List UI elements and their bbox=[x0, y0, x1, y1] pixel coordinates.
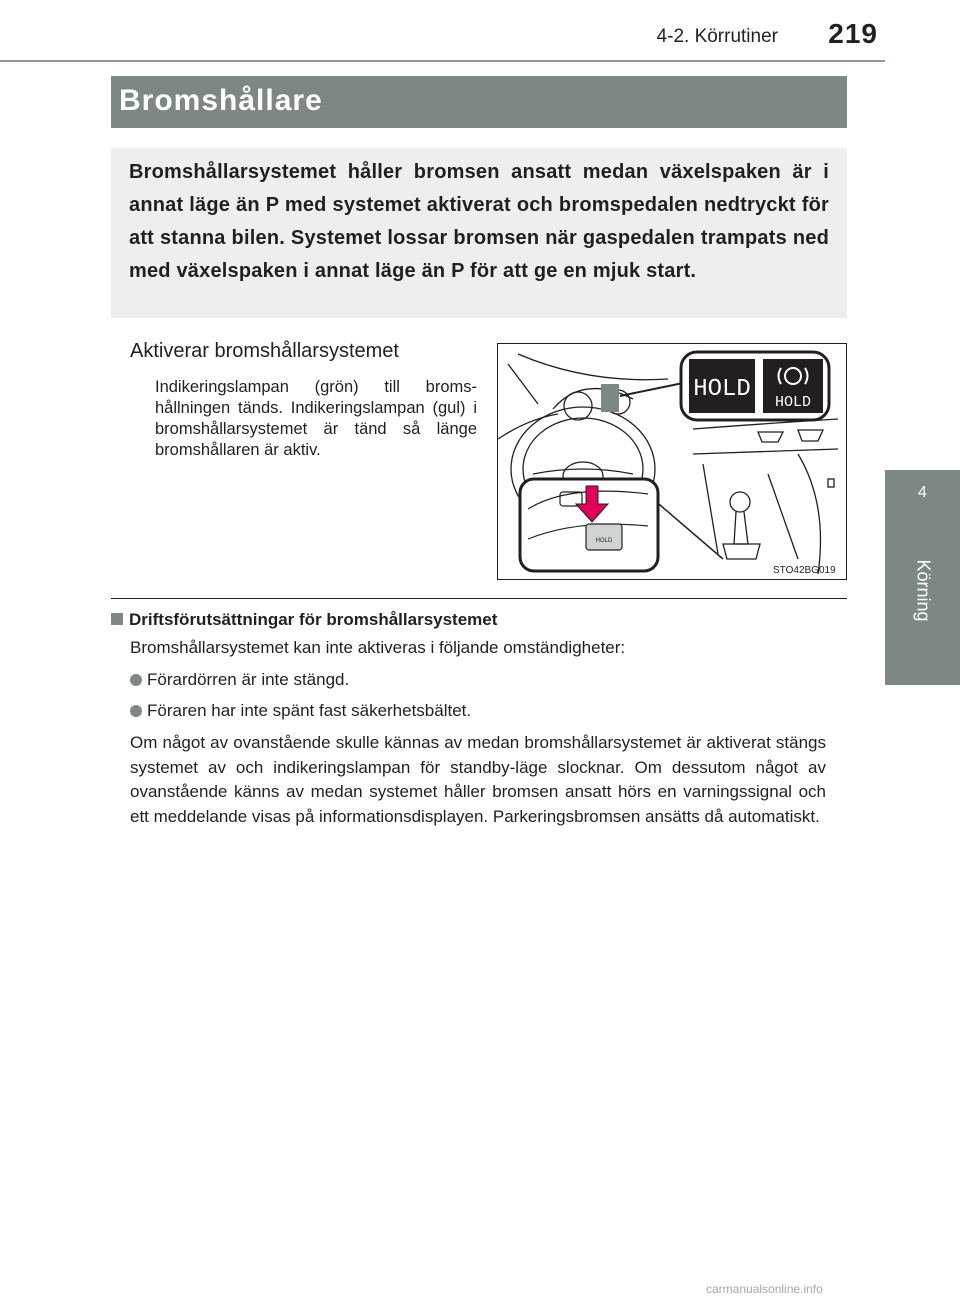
conditions-intro: Bromshållarsystemet kan inte aktiveras i följande omständigheter: bbox=[130, 638, 626, 657]
header-rule bbox=[0, 60, 885, 62]
conditions-heading-text: Driftsförutsättningar för bromshållarsystemet bbox=[129, 610, 498, 629]
gear-stem bbox=[734, 512, 748, 544]
step-heading: Aktiverar bromshållarsystemet bbox=[130, 340, 399, 362]
chapter-number: 4 bbox=[918, 484, 927, 501]
conditions-bullet-text: Föraren har inte spänt fast säkerhetsbältet. bbox=[147, 701, 472, 720]
chapter-side-tab bbox=[885, 470, 960, 685]
small-switch bbox=[828, 479, 834, 487]
round-bullet-icon bbox=[130, 674, 142, 686]
intro-box bbox=[111, 148, 847, 318]
dashboard-drawing bbox=[498, 344, 846, 579]
dash-lower-right bbox=[693, 449, 838, 454]
step-description: Indikeringslampan (grön) till bromshållningen tänds. Indikeringslampan (gul) i bromshållarsystemet är tänd så länge bromshållaren är aktiv. bbox=[155, 378, 477, 459]
vent-right bbox=[798, 430, 823, 441]
section-divider bbox=[111, 598, 847, 599]
cluster-hood bbox=[553, 389, 633, 409]
dash-top-line bbox=[518, 354, 668, 380]
header-section-title: 4-2. Körrutiner bbox=[656, 26, 778, 47]
conditions-bullet bbox=[130, 701, 471, 721]
hold-indicator-green-label: HOLD bbox=[693, 376, 751, 403]
steering-spoke-horizontal bbox=[533, 469, 633, 474]
chapter-label: Körning bbox=[913, 559, 934, 622]
round-bullet-icon bbox=[130, 705, 142, 717]
section-title-bar bbox=[111, 76, 847, 128]
vent-left bbox=[758, 432, 783, 442]
figure-code: STO42BG019 bbox=[773, 565, 836, 576]
callout-line-top bbox=[620, 382, 688, 396]
page-number: 219 bbox=[828, 18, 878, 49]
conditions-heading bbox=[111, 610, 497, 630]
console-sides bbox=[703, 464, 798, 559]
gear-boot bbox=[723, 544, 760, 559]
cluster-indicator-highlight bbox=[601, 384, 619, 412]
dash-line-left bbox=[508, 364, 538, 404]
watermark: carmanualsonline.info bbox=[706, 1282, 823, 1296]
square-bullet-icon bbox=[111, 613, 123, 625]
hold-indicator-brake-label: HOLD bbox=[774, 394, 812, 411]
hold-switch-button bbox=[586, 524, 622, 550]
gear-knob bbox=[730, 492, 750, 512]
hold-switch-label: HOLD bbox=[595, 538, 613, 544]
conditions-note: Om något av ovanstående skulle kännas av medan bromshållarsystemet är aktiverat stängs systemet av och indikeringslampan för standby-läge slocknar. Om dessutom något av ovanstående känns av medan systemet håller bromsen ansatt hörs en varningssignal och ett meddelande visas på informationsdisplayen. Parkeringsbromsen ansätts då automatiskt. bbox=[130, 733, 826, 826]
conditions-bullet-text: Förardörren är inte stängd. bbox=[147, 670, 350, 689]
seat-edge bbox=[798, 454, 821, 574]
conditions-bullet bbox=[130, 670, 349, 690]
section-title: Bromshållare bbox=[119, 84, 323, 117]
brake-hold-illustration bbox=[497, 343, 847, 580]
callout-line-bottom bbox=[653, 499, 723, 559]
gauge-left bbox=[564, 392, 592, 420]
intro-text: Bromshållarsystemet håller bromsen ansatt medan växelspaken är i annat läge än P med systemet aktiverat och bromspedalen nedtryckt för att stanna bilen. Systemet lossar bromsen när gaspedalen trampats ned med växelspaken i annat läge än P för att ge en mjuk start. bbox=[129, 161, 829, 282]
